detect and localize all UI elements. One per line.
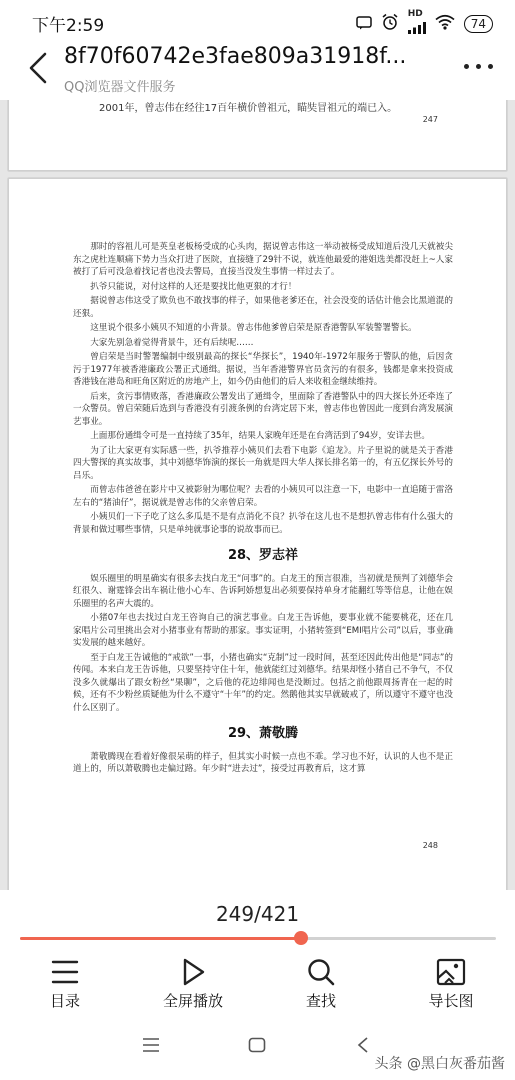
paragraph: 后来，贪污事情败落，香港廉政公署发出了通缉令，里面除了香港警队中的四大探长外还牵连了一众警员。曾启荣随后选到与香港没有引渡条例的台湾定居下来，曾志伟也曾因此一度到台湾发展演艺事业。 — [73, 391, 453, 427]
paragraph: 娱乐圈里的明星确实有很多去找白龙王“问事”的。白龙王的预言很准，当初就是预判了刘德华会红很久、谢霆锋会出车祸让他小心车、告诉阿娇想复出必须要保持单身才能翻红等等信息，让他在娱乐圈里的名声大震的。 — [73, 573, 453, 609]
paragraph: 上面那份通缉令可是一直持续了35年，结果人家晚年还是在台湾活到了94岁，安详去世。 — [90, 431, 431, 441]
progress-thumb[interactable] — [294, 931, 308, 945]
network-label: HD — [407, 9, 423, 19]
watermark: 头条 @黑白灰番茄酱 — [374, 1056, 505, 1072]
status-icons — [356, 10, 493, 38]
more-dot — [488, 64, 493, 69]
system-nav-bar — [0, 1015, 515, 1080]
signal-icon — [408, 10, 426, 38]
paragraph: 那时的容祖儿可是英皇老板杨受成的心头肉，据说曾志伟这一举动被杨受成知道后没几天就被尖东之虎杜连顺痛下势力当众打进了医院，直接缝了29针不说，就连他最爱的港姐选美都没赶上~人家被打了后可没急着找记者也没去警局，直接当没发生事情一样过去了。 — [73, 242, 453, 277]
paragraph-group — [73, 241, 453, 536]
more-dot — [464, 64, 469, 69]
paragraph-group — [73, 751, 453, 776]
paragraph: 至于白龙王告诫他的“戒欲”一事，小猪也确实“克制”过一段时间，甚至还因此传出他是“同志”的传闻。本来白龙王告诉他，只要坚持守住十年，他就能红过刘德华。结果却怪小猪自己不争气，不仅没多久就爆出了跟女粉丝“果聊”，之后他的花边绯闻也是没断过。包括之前他跟周扬青在一起的时候，还有不少粉丝质疑他为什么不遵守“十年”的约定。然鹅他其实早就破戒了，所以遵守不遵守也没什么区别了。 — [73, 652, 453, 713]
reader-controls — [0, 890, 515, 1015]
alarm-icon — [381, 13, 399, 35]
paragraph: 小猪07年也去找过白龙王咨询自己的演艺事业。白龙王告诉他，要事业就不能要桃花，还在几家唱片公司里挑出会对小猪事业有帮助的那家。事实证明，小猪转签到“EMI唱片公司”以后，事业确实发展的越来越好。 — [73, 613, 453, 648]
toc-label: 目录 — [49, 992, 80, 1010]
paragraph: 萧敬腾现在看着好像很呆萌的样子，但其实小时候一点也不乖。学习也不好，认识的人也不是正道上的，所以萧敬腾也走偏过路。年少时“进去过”，接受过再教育后，这才算 — [73, 751, 453, 774]
more-dot — [476, 64, 481, 69]
reader-toolbar — [0, 958, 515, 1014]
paragraph: 曾启荣是当时警署编制中级别最高的探长“华探长”，1940年-1972年服务于警队的他，后因贪污于1977年被香港廉政公署正式通缉。据说，当年香港警界官员贪污的有很多，钱都是拿来投资成香港钱在港岛和旺角区附近的房地产上，如今仍由他们的后人来收租金继续维持。 — [73, 352, 453, 387]
page-text-line: 2001年，曾志伟在经往17百年横价曾祖元，瞄奘冒祖元的端已入。 — [99, 103, 398, 114]
menu-nav-icon[interactable] — [142, 1037, 160, 1057]
status-time: 下午2:59 — [32, 16, 105, 36]
document-page — [8, 100, 507, 171]
battery-indicator: 74 — [464, 15, 493, 33]
status-bar — [0, 0, 515, 40]
document-viewer[interactable] — [0, 100, 515, 890]
list-icon — [50, 958, 80, 986]
title-bar — [0, 40, 515, 100]
paragraph-group — [73, 573, 453, 715]
paragraph: 这里说个很多小姨贝不知道的小背景。曾志伟他爹曾启荣是原香港警队军装警署警长。 — [90, 323, 417, 333]
toc-button[interactable] — [20, 958, 110, 1014]
more-options-icon[interactable] — [464, 64, 493, 69]
search-button[interactable] — [276, 958, 366, 1014]
paragraph: 为了让大家更有实际感一些，扒爷推荐小姨贝们去看下电影《追龙》。片子里说的就是关于香港四大警探的真实故事，其中刘德华饰演的探长一角就是四大华人探长排名第一的，有五亿探长外号的吕乐。 — [73, 445, 453, 481]
paragraph: 大家先别急着觉得背景牛，还有后续呢…… — [90, 337, 254, 348]
fullscreen-play-label: 全屏播放 — [162, 992, 223, 1010]
search-icon — [306, 958, 336, 986]
paragraph: 而曾志伟爸爸在影片中又被影射为哪位呢？去看的小姨贝可以注意一下，电影中一直追随于雷洛左右的“猪油仔”，据说就是曾志伟的父亲曾启荣。 — [73, 485, 453, 508]
export-image-icon — [436, 958, 466, 986]
page-number: 248 — [422, 841, 438, 850]
export-long-image-button[interactable] — [406, 958, 496, 1014]
paragraph: 小姨贝们一下子吃了这么多瓜是不是有点消化不良？扒爷在这儿也不是想扒曾志伟有什么强大的背景和做过哪些事情，只是单纯就事论事的说故事而已。 — [73, 512, 453, 535]
search-label: 查找 — [305, 992, 336, 1010]
paragraph: 扒爷只能说，对付这样的人还是要找比他更狠的才行！ — [90, 281, 297, 292]
back-nav-icon[interactable] — [356, 1037, 370, 1057]
paragraph: 据说曾志伟这受了欺负也不敢找事的样子，如果他老爹还在，社会没变的话估计他会比黑道混的还狠。 — [73, 296, 453, 319]
section-heading: 28、罗志祥 — [227, 548, 299, 563]
wifi-icon — [435, 14, 455, 34]
export-long-image-label: 导长图 — [428, 992, 474, 1010]
message-icon — [356, 15, 372, 34]
document-title: 8f70f60742e3fae809a31918f... — [64, 44, 407, 69]
fullscreen-play-button[interactable] — [148, 958, 238, 1014]
progress-slider[interactable] — [20, 937, 496, 940]
document-source: QQ浏览器文件服务 — [64, 80, 176, 95]
home-nav-icon[interactable] — [248, 1037, 266, 1057]
page-number: 247 — [422, 115, 438, 124]
back-arrow-icon[interactable] — [24, 48, 52, 88]
page-counter: 249/421 — [215, 902, 300, 926]
progress-fill — [20, 937, 301, 940]
document-page — [8, 178, 507, 890]
page-body — [73, 241, 453, 778]
play-icon — [178, 958, 208, 986]
section-heading: 29、萧敬腾 — [227, 726, 299, 741]
